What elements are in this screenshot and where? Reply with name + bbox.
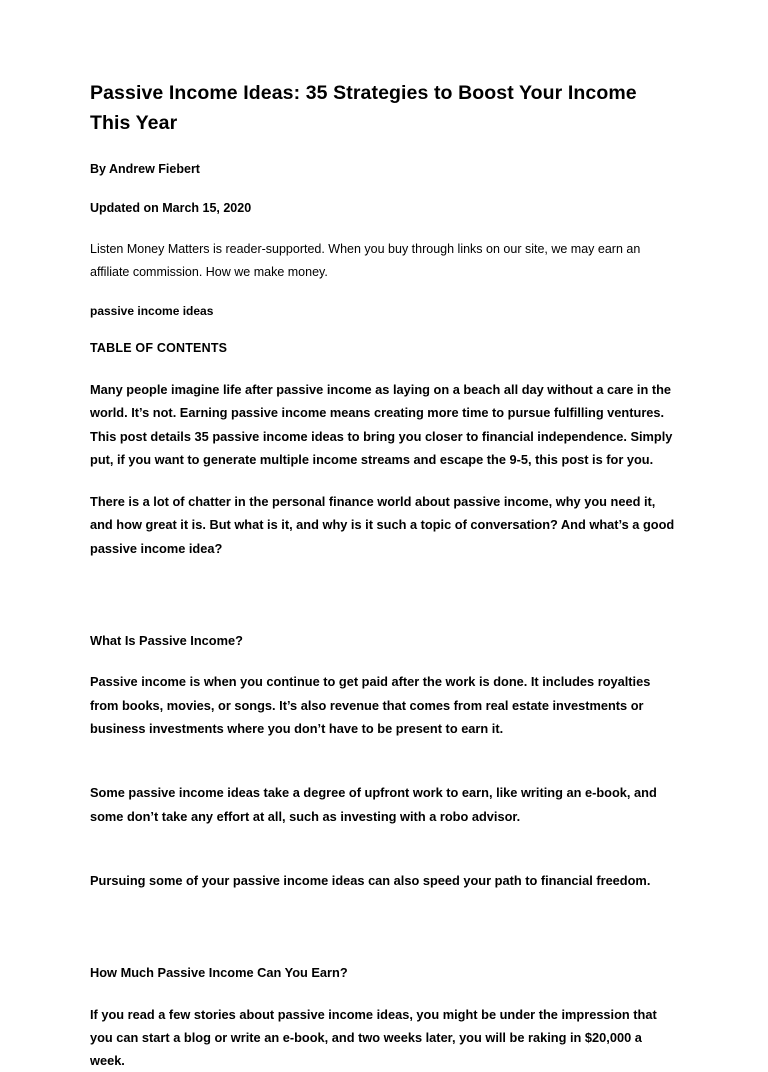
author-byline: By Andrew Fiebert xyxy=(90,162,200,177)
section-1-paragraph-0: If you read a few stories about passive income ideas, you might be under the impression that you can start a blog or write an e-book, and two weeks later, you will be raking in $20,000 a week. xyxy=(90,1006,657,1069)
intro-paragraph-2: There is a lot of chatter in the personal finance world about passive income, why you need it, and how great it is. But what is it, and why is it such a topic of conversation? And what’s a good passive income idea? xyxy=(90,494,675,556)
paragraph-spacer xyxy=(90,759,676,781)
section-0-paragraph-0: Passive income is when you continue to get paid after the work is done. It includes royalties from books, movies, or songs. It’s also revenue that comes from real estate investments or business investments where you don’t have to be present to earn it. xyxy=(90,674,651,736)
affiliate-disclosure: Listen Money Matters is reader-supported. When you buy through links on our site, we may earn an affiliate commission. How we make money. xyxy=(90,241,641,280)
section-0-paragraph-2: Pursuing some of your passive income ideas can also speed your path to financial freedom. xyxy=(90,872,651,888)
image-caption: passive income ideas xyxy=(90,304,214,319)
paragraph-spacer-2 xyxy=(90,847,676,869)
intro-paragraph-1: Many people imagine life after passive income as laying on a beach all day without a care in the world. It’s not. Earning passive income means creating more time to pursue fulfilling ventures. This post details 35 passive income ideas to bring you closer to financial independence. Simply put, if you want to generate multiple income streams and escape the 9-5, this post is for you. xyxy=(90,381,673,467)
section-spacer xyxy=(90,579,676,601)
section-heading-how-much-passive-income: How Much Passive Income Can You Earn? xyxy=(90,965,348,981)
section-spacer-2 xyxy=(90,911,676,933)
page-title: Passive Income Ideas: 35 Strategies to Boost Your Income This Year xyxy=(90,82,637,135)
section-0-paragraph-1: Some passive income ideas take a degree of upfront work to earn, like writing an e-book, and some don’t take any effort at all, such as investing with a robo advisor. xyxy=(90,785,657,824)
table-of-contents-heading: TABLE OF CONTENTS xyxy=(90,341,228,356)
updated-date: Updated on March 15, 2020 xyxy=(90,201,252,216)
section-heading-what-is-passive-income: What Is Passive Income? xyxy=(90,632,243,648)
